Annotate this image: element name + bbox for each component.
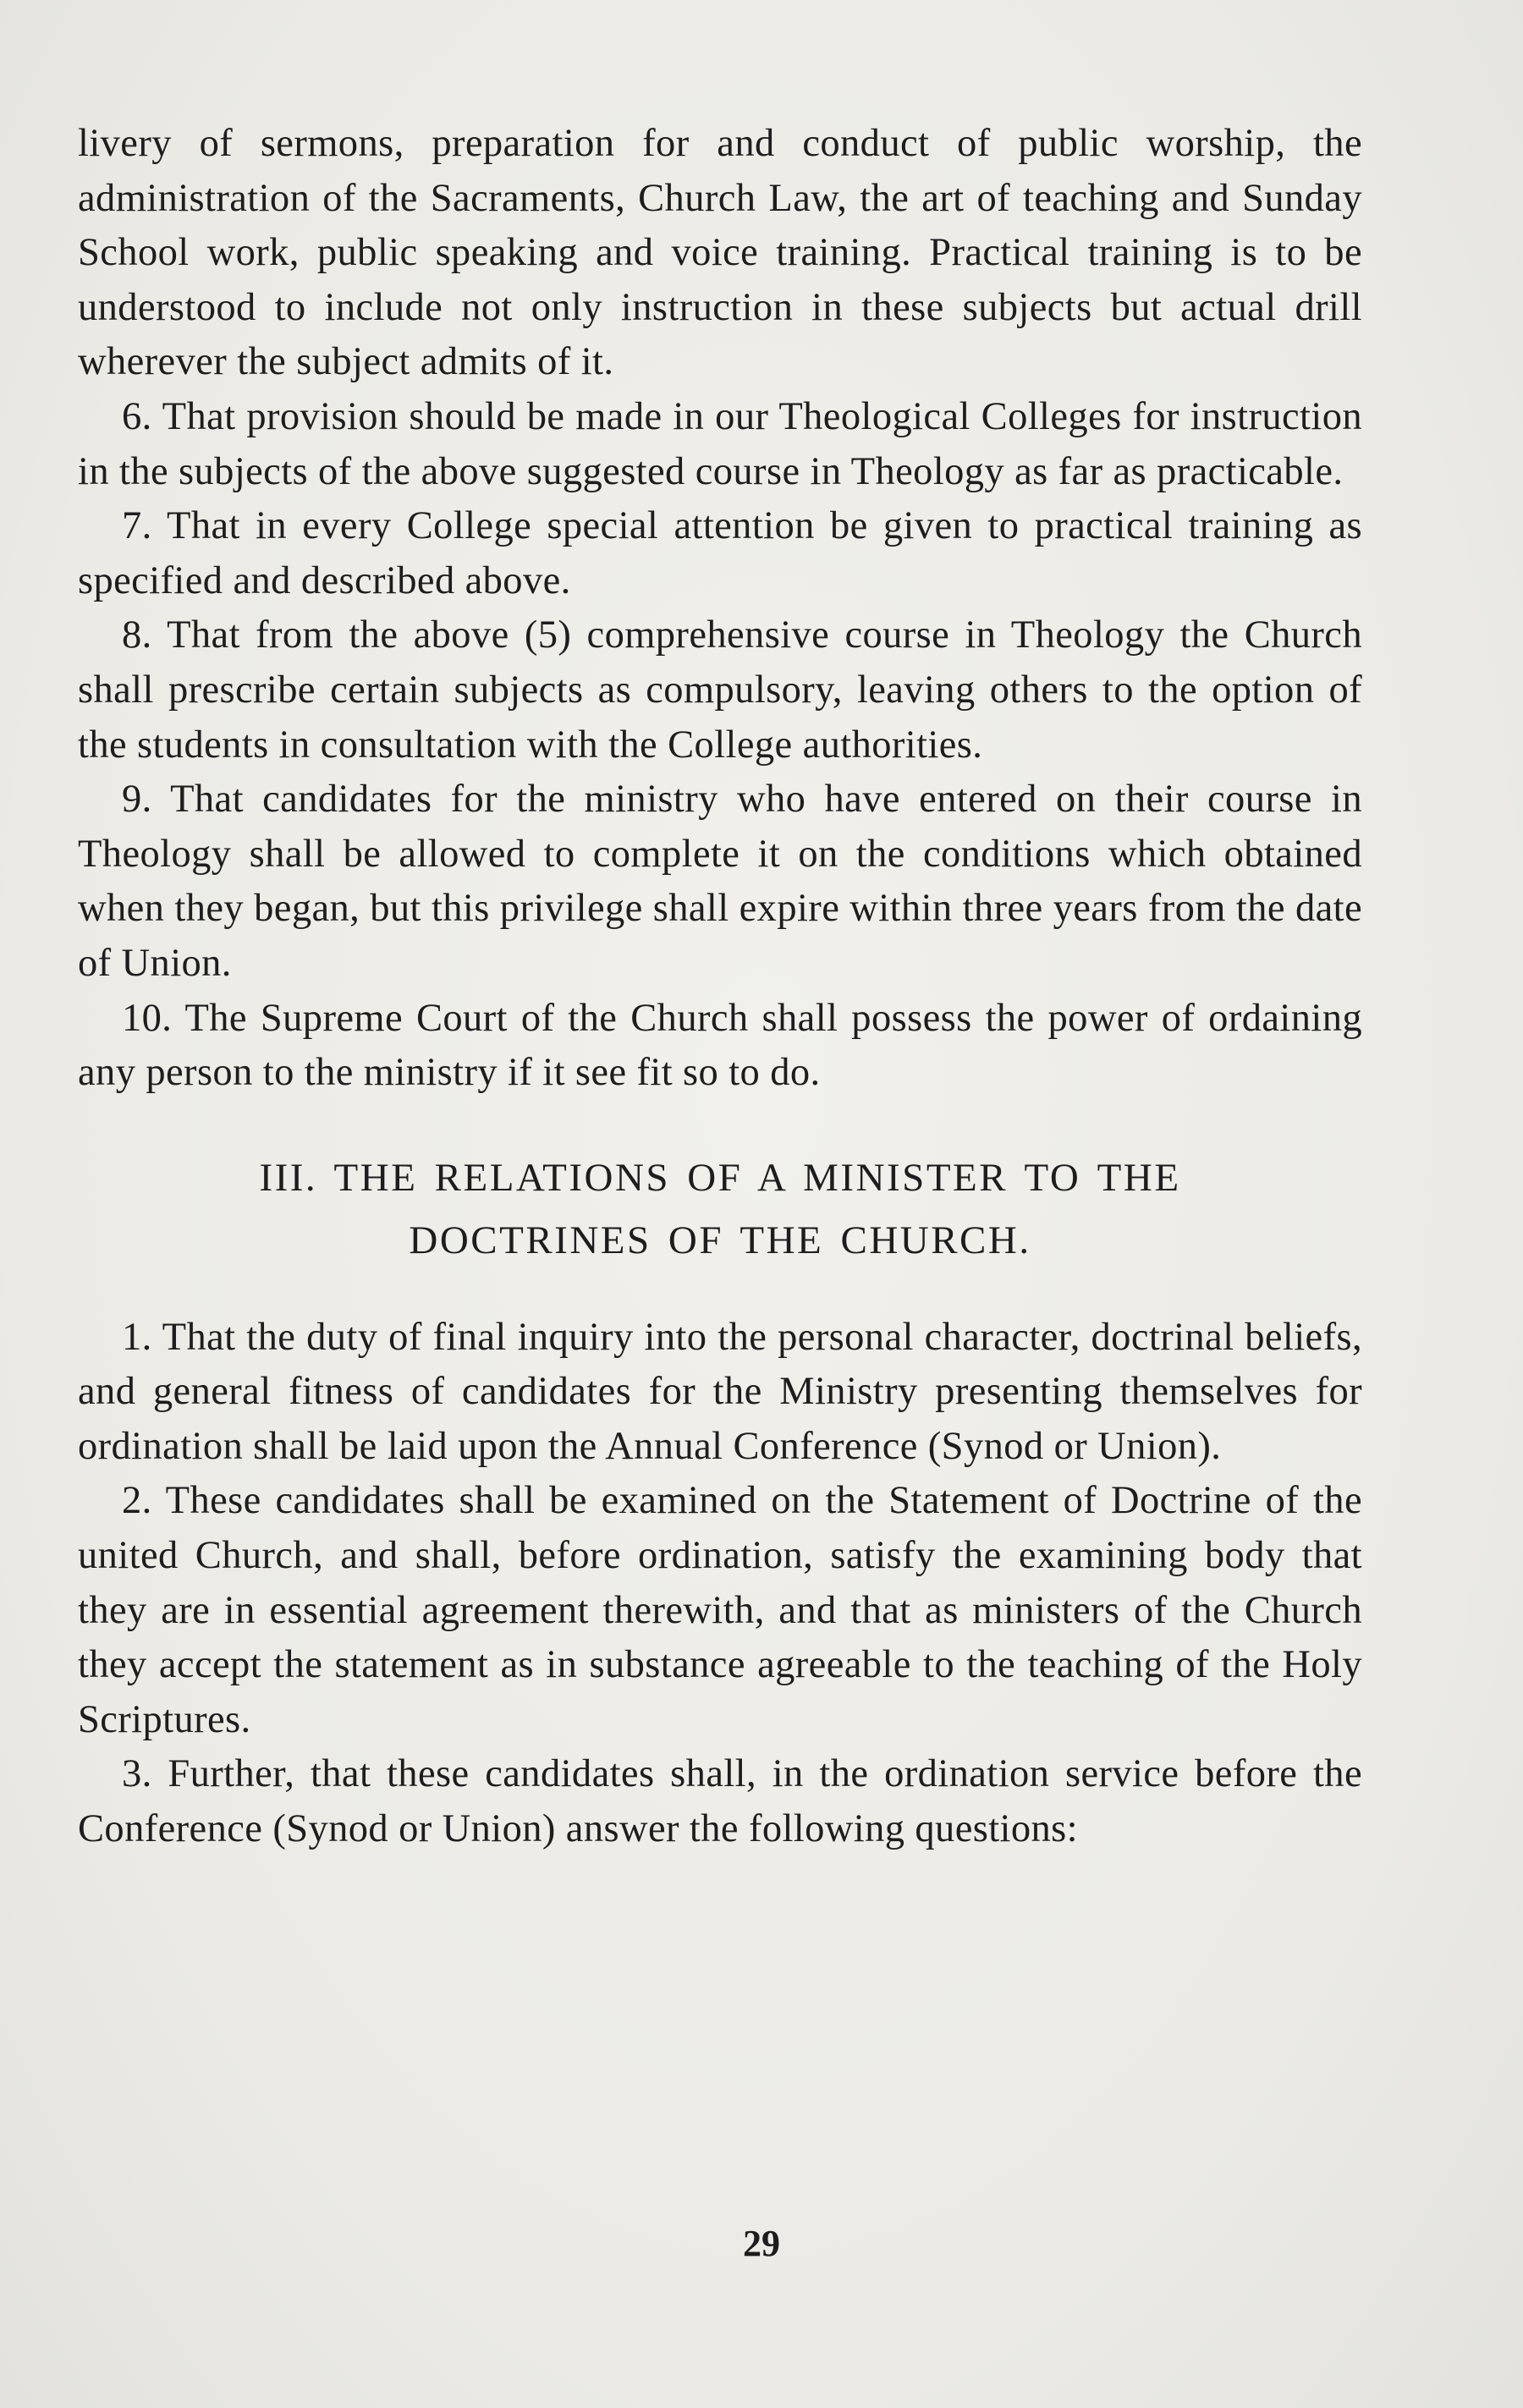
section-3-item-3: 3. Further, that these candidates shall, in the ordination service before the Conference (Synod or Union) answer the following questions:	[78, 1752, 1362, 1851]
item-9: 9. That candidates for the ministry who have entered on their course in Theology shall be allowed to complete it on the conditions which obtained when they began, but this privilege shall expire within three years from the date of Union.	[78, 778, 1362, 985]
item-7: 7. That in every College special attention be given to practical training as specified and described above.	[78, 504, 1362, 602]
section-3-item-1: 1. That the duty of final inquiry into the personal character, doctrinal beliefs, and general fitness of candidates for the Ministry presenting themselves for ordination shall be laid upon the Annual Conference (Synod or Union).	[78, 1315, 1362, 1468]
item-10: 10. The Supreme Court of the Church shall possess the power of ordaining any person to the ministry if it see fit so to do.	[78, 996, 1362, 1095]
section-heading-line-1: III. THE RELATIONS OF A MINISTER TO THE	[259, 1155, 1181, 1200]
item-8: 8. That from the above (5) comprehensive course in Theology the Church shall prescribe certain subjects as compulsory, leaving others to the option of the students in consultation with the College authorities.	[78, 613, 1362, 767]
section-heading-line-2: DOCTRINES OF THE CHURCH.	[409, 1218, 1031, 1262]
item-6: 6. That provision should be made in our Theological Colleges for instruction in the subjects of the above suggested course in Theology as far as practicable.	[78, 394, 1362, 493]
section-heading	[78, 1146, 1362, 1272]
opening-paragraph: livery of sermons, preparation for and conduct of public worship, the administration of the Sacraments, Church Law, the art of teaching and Sunday School work, public speaking and voice training. Practical training is to be understood to include not only instruction in these subjects but actual drill wherever the subject admits of it.	[78, 122, 1362, 384]
page-number: 29	[743, 2223, 780, 2264]
section-3-item-2: 2. These candidates shall be examined on the Statement of Doctrine of the united Church, and shall, before ordination, satisfy the examining body that they are in essential agreement therewith, and that as ministers of the Church they accept the statement as in substance agreeable to the teaching of the Holy Scriptures.	[78, 1479, 1362, 1741]
body-text	[78, 117, 1362, 1857]
